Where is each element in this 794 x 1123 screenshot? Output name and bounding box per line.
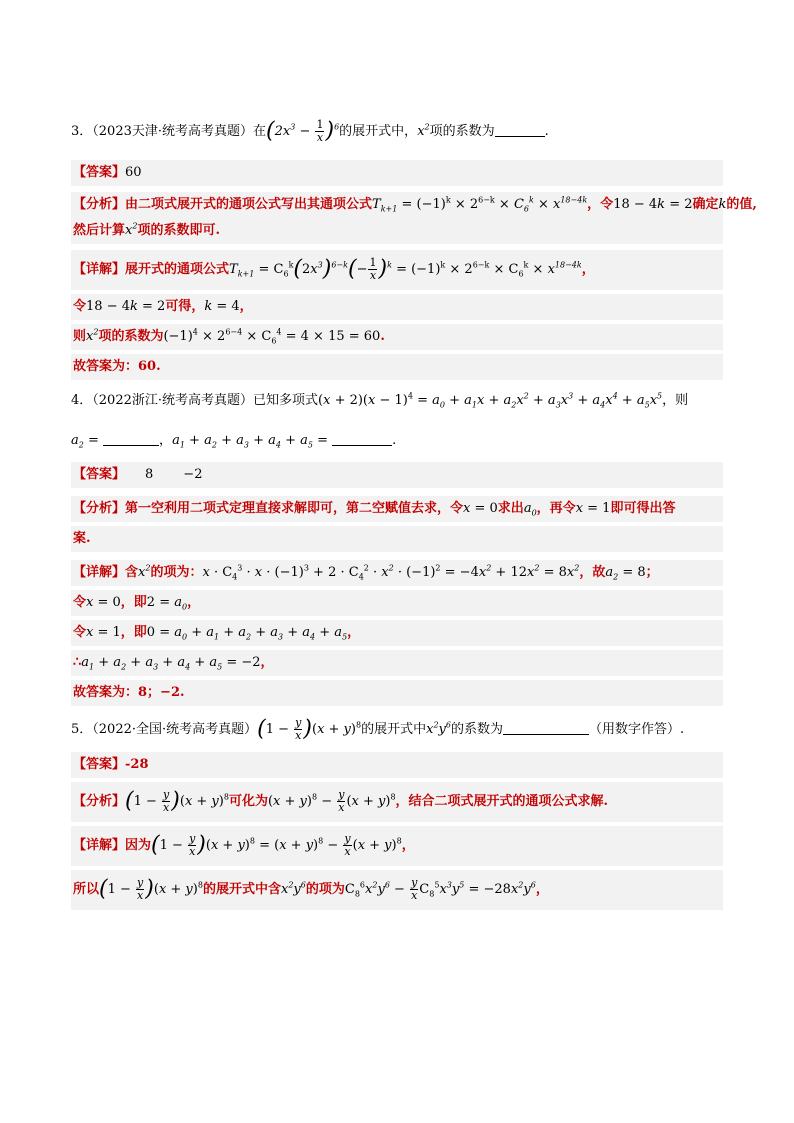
q3-detail: 【详解】展开式的通项公式$T_{k+1} = C_6^k(2x^3)^{6-k}(-$ $\frac{1}{x}$ )$^k = (-1)^k \times 2^{6-k} \times C_6^k \times x^{18-4k}$， bbox=[71, 250, 723, 290]
question-3: 3．（2023天津·统考高考真题）在($2x^3$ − $\frac{1}{x}$ )$^6$的展开式中，$x^2$项的系数为 . bbox=[71, 118, 549, 144]
answer-blank[interactable] bbox=[332, 433, 392, 446]
q5-answer: 【答案】-28 bbox=[71, 752, 723, 778]
q5-detail: 【详解】因为(1 − $\frac{y}{x}$ )$(x + y)^8 = (x + y)^8$ − $\frac{y}{x}$ $(x + y)^8$， bbox=[71, 826, 723, 866]
answer-blank[interactable] bbox=[103, 433, 159, 446]
answer-value: 60 bbox=[125, 165, 142, 180]
question-source: （2023天津·统考高考真题） bbox=[92, 124, 253, 139]
q4-analysis: 【分析】第一空利用二项式定理直接求解即可，第二空赋值去求，令x = 0求出$a_0$，再令x = 1即可得出答 bbox=[71, 496, 723, 522]
answer-blank[interactable] bbox=[495, 124, 545, 137]
answer-blank[interactable] bbox=[503, 722, 589, 735]
question-4: 4．（2022浙江·统考高考真题）已知多项式$(x + 2)(x - 1)^4 = a_0 + a_1x + a_2x^2 + a_3x^3 + a_4x^4 + a_5x^5$，则 bbox=[71, 391, 689, 410]
math-expression: ($2x^3$ − $\frac{1}{x}$ )$^6$ bbox=[266, 118, 340, 144]
q4-detail: 【详解】含$x^2$的项为：$x \cdot C_4^3 \cdot x \cdot (-1)^3 + 2 \cdot C_4^2 \cdot x^2 \cdot (-1)^2 = -4x^2 + 12x^2 = 8x^2$，故$a_2 = 8$； bbox=[71, 560, 723, 586]
q3-analysis: 【分析】由二项式展开式的通项公式写出其通项公式$T_{k+1} = (-1)^k \times 2^{6-k} \times C_6^k \times x^{18-4k}$，令18 − 4k = 2确定k的值, bbox=[71, 192, 723, 218]
q5-analysis: 【分析】(1 − $\frac{y}{x}$ )$(x + y)^8$可化为$(x + y)^8$ − $\frac{y}{x}$ $(x + y)^8$，结合二项式展开式的通项公式求解. bbox=[71, 782, 723, 822]
question-5: 5．（2022·全国·统考高考真题）(1 − $\frac{y}{x}$ )$(x + y)^8$的展开式中$x^2y^6$的系数为 （用数字作答）. bbox=[71, 716, 685, 742]
q3-answer bbox=[71, 160, 723, 186]
answer-tag: 【答案】 bbox=[73, 165, 126, 180]
question-number: 3． bbox=[71, 124, 93, 139]
q4-answer: 【答案】 8 −2 bbox=[71, 462, 723, 488]
